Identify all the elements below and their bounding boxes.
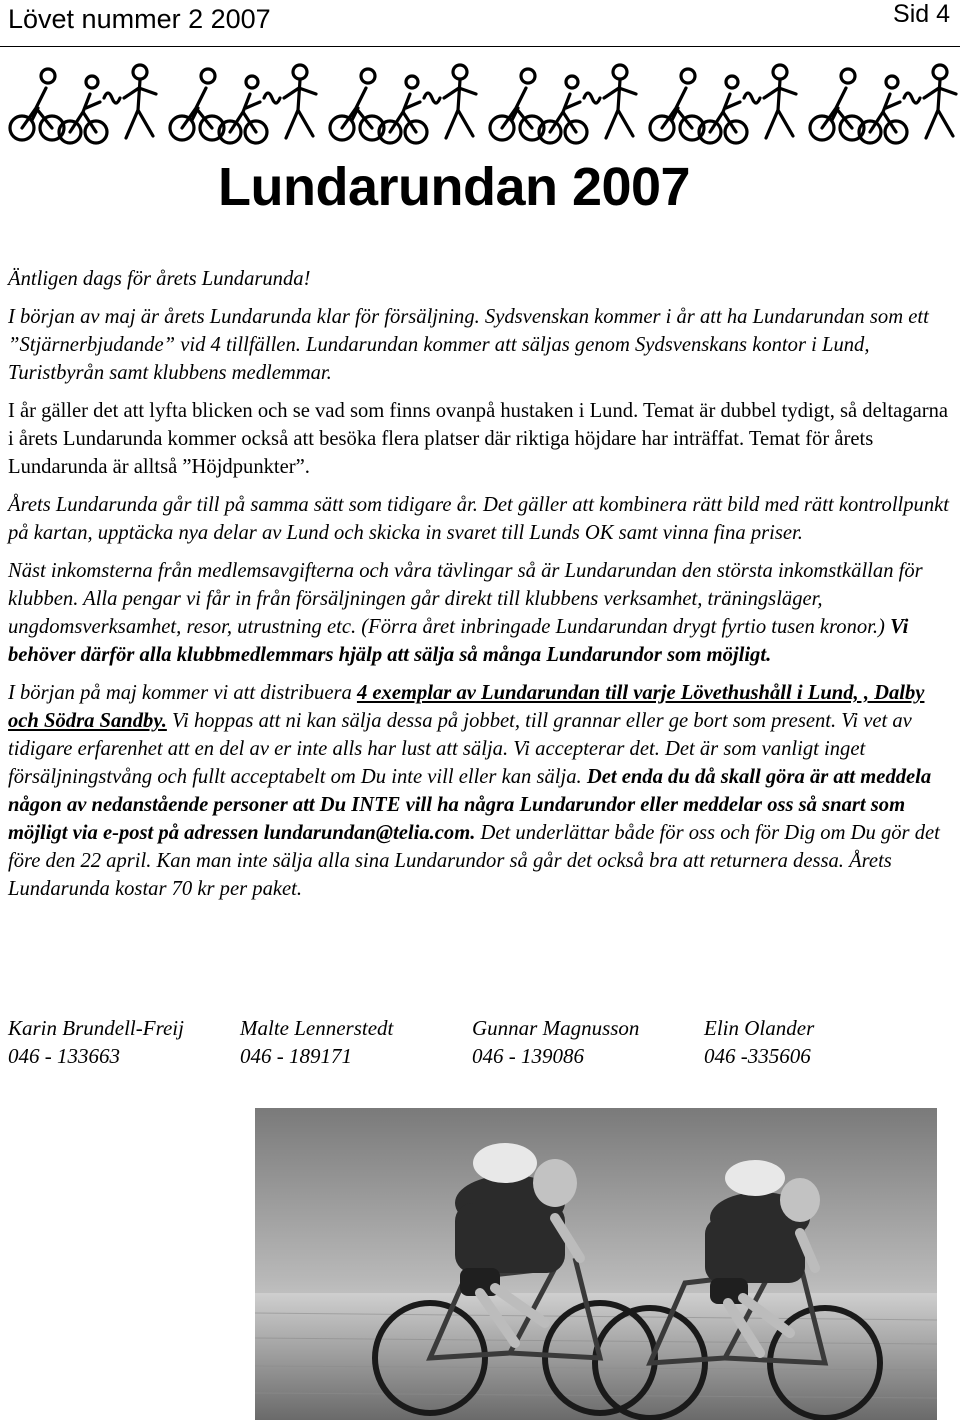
banner-figure-stroke — [773, 65, 787, 79]
paragraph-income — [8, 557, 952, 669]
contact-item — [240, 1014, 472, 1070]
contact-phone: 046 - 189171 — [240, 1044, 352, 1068]
two-cyclists-photo-icon — [255, 1108, 937, 1420]
banner-figure-group — [10, 65, 156, 143]
paragraph-how-it-works: Årets Lundarunda går till på samma sätt som tidigare år. Det gäller att kombinera rätt bild med rätt kontrollpunkt på kartan, upptäcka nya delar av Lund och skicka in svaret till Lunds OK samt vinna fina priser. — [8, 494, 950, 544]
banner-figure-stroke — [924, 80, 956, 138]
banner-figure-group — [330, 65, 476, 143]
contact-phone: 046 - 139086 — [472, 1044, 584, 1068]
contact-item — [8, 1014, 240, 1070]
banner-figure-group — [810, 65, 956, 143]
banner-figure-stroke — [201, 69, 215, 83]
contact-name: Malte Lennerstedt — [240, 1016, 394, 1040]
closing-text: Det underlättar både för oss och för Dig om Du gör det före den 22 april. Kan man inte sälja alla sina Lundarundor så går det också bra att returnera dessa. Årets Lundarunda kostar 70 kr per paket. — [8, 822, 940, 900]
contact-item — [704, 1014, 936, 1070]
banner-figure-stroke — [726, 76, 738, 88]
article-body — [8, 265, 952, 913]
banner-figure-stroke — [264, 93, 280, 103]
header-divider — [0, 46, 960, 47]
banner-figure-stroke — [584, 93, 600, 103]
banner-figure-stroke — [744, 93, 760, 103]
banner-figure-stroke — [566, 76, 578, 88]
banner-figure-stroke — [453, 65, 467, 79]
banner-figure-stroke — [681, 69, 695, 83]
banner-figure-stroke — [904, 93, 920, 103]
page-number: Sid 4 — [893, 0, 950, 28]
contact-name: Karin Brundell-Freij — [8, 1016, 184, 1040]
banner-figure-stroke — [424, 93, 440, 103]
banner-figure-stroke — [613, 65, 627, 79]
banner-figure-group — [490, 65, 636, 143]
contact-instruction: Det enda du då skall göra är att meddela någon av nedanstående personer att Du INTE vill ha några Lundarundor eller meddelar oss så snart som möjligt via e-post på adressen lundarundan@telia.com. — [8, 766, 932, 844]
banner-figure-stroke — [246, 76, 258, 88]
banner-figure-stroke — [604, 80, 636, 138]
banner-figure-stroke — [182, 88, 212, 128]
banner-figure-stroke — [342, 88, 372, 128]
paragraph-sales: I början av maj är årets Lundarunda klar för försäljning. Sydsvenskan kommer i år att ha Lundarundan som ett ”Stjärnerbjudande” vid 4 tillfällen. Lundarundan kommer att säljas genom Sydsvenskans kontor i Lund, Turistbyrån samt klubbens medlemmar. — [8, 306, 929, 384]
banner-figure-stroke — [502, 88, 532, 128]
banner-figure-stroke — [361, 69, 375, 83]
banner-figure-stroke — [662, 88, 692, 128]
contact-phone: 046 -335606 — [704, 1044, 811, 1068]
banner-figure-stroke — [133, 65, 147, 79]
banner-figure-stroke — [841, 69, 855, 83]
banner-figure-stroke — [933, 65, 947, 79]
banner-figure-stroke — [886, 76, 898, 88]
contact-name: Gunnar Magnusson — [472, 1016, 640, 1040]
banner-figure-stroke — [293, 65, 307, 79]
distribution-intro: I början på maj kommer vi att distribuera — [8, 682, 357, 704]
paragraph-theme: I år gäller det att lyfta blicken och se vad som finns ovanpå hustaken i Lund. Temat är dubbel tydigt, så deltagarna i årets Lundarunda kommer också att besöka flera platser där riktiga höjdare har inträffat. Temat för årets Lundarunda är alltså ”Höjdpunkter”. — [8, 400, 949, 478]
banner-figure-stroke — [444, 80, 476, 138]
banner-figure-stroke — [104, 93, 120, 103]
paragraph-distribution — [8, 679, 952, 903]
banner-figure-stroke — [822, 88, 852, 128]
intro-heading: Äntligen dags för årets Lundarunda! — [8, 268, 311, 290]
banner-figure-stroke — [22, 88, 52, 128]
help-request: Vi behöver därför alla klubbmedlemmars hjälp att sälja så många Lundarundor som möjligt. — [8, 616, 909, 666]
contact-phone: 046 - 133663 — [8, 1044, 120, 1068]
newsletter-issue: Lövet nummer 2 2007 — [8, 4, 271, 34]
contact-name: Elin Olander — [704, 1016, 815, 1040]
banner-figure-stroke — [86, 76, 98, 88]
banner-figure-stroke — [521, 69, 535, 83]
banner-figure-stroke — [284, 80, 316, 138]
distribution-text: Vi hoppas att ni kan sälja dessa på jobbet, till grannar eller ge bort som present. Vi vet av tidigare erfarenhet att en del av er inte alls har lust att sälja. Vi accepterar det. Det är som vanligt inget försäljningstvång och fullt acceptabelt om Du inte vill eller kan sälja. — [8, 710, 912, 788]
banner-figure-group — [650, 65, 796, 143]
banner-figure-group — [170, 65, 316, 143]
banner-figure-stroke — [406, 76, 418, 88]
income-text: Näst inkomsterna från medlemsavgifterna och våra tävlingar så är Lundarundan den största inkomstkällan för klubben. Alla pengar vi får in från försäljningen går direkt till klubbens verksamhet, träningsläger, ungdomsverksamhet, resor, utrustning etc. (Förra året inbringade Lundarundan drygt fyrtio tusen kronor.) — [8, 560, 923, 638]
contact-item — [472, 1014, 704, 1070]
distribution-highlight: 4 exemplar av Lundarundan till varje Lövethushåll i Lund, , Dalby och Södra Sandby. — [8, 682, 925, 732]
cyclist-figures-banner-icon — [0, 58, 960, 150]
banner-figure-stroke — [764, 80, 796, 138]
banner-figure-stroke — [124, 80, 156, 138]
banner-figure-stroke — [41, 69, 55, 83]
page-title: Lundarundan 2007 — [218, 157, 691, 217]
